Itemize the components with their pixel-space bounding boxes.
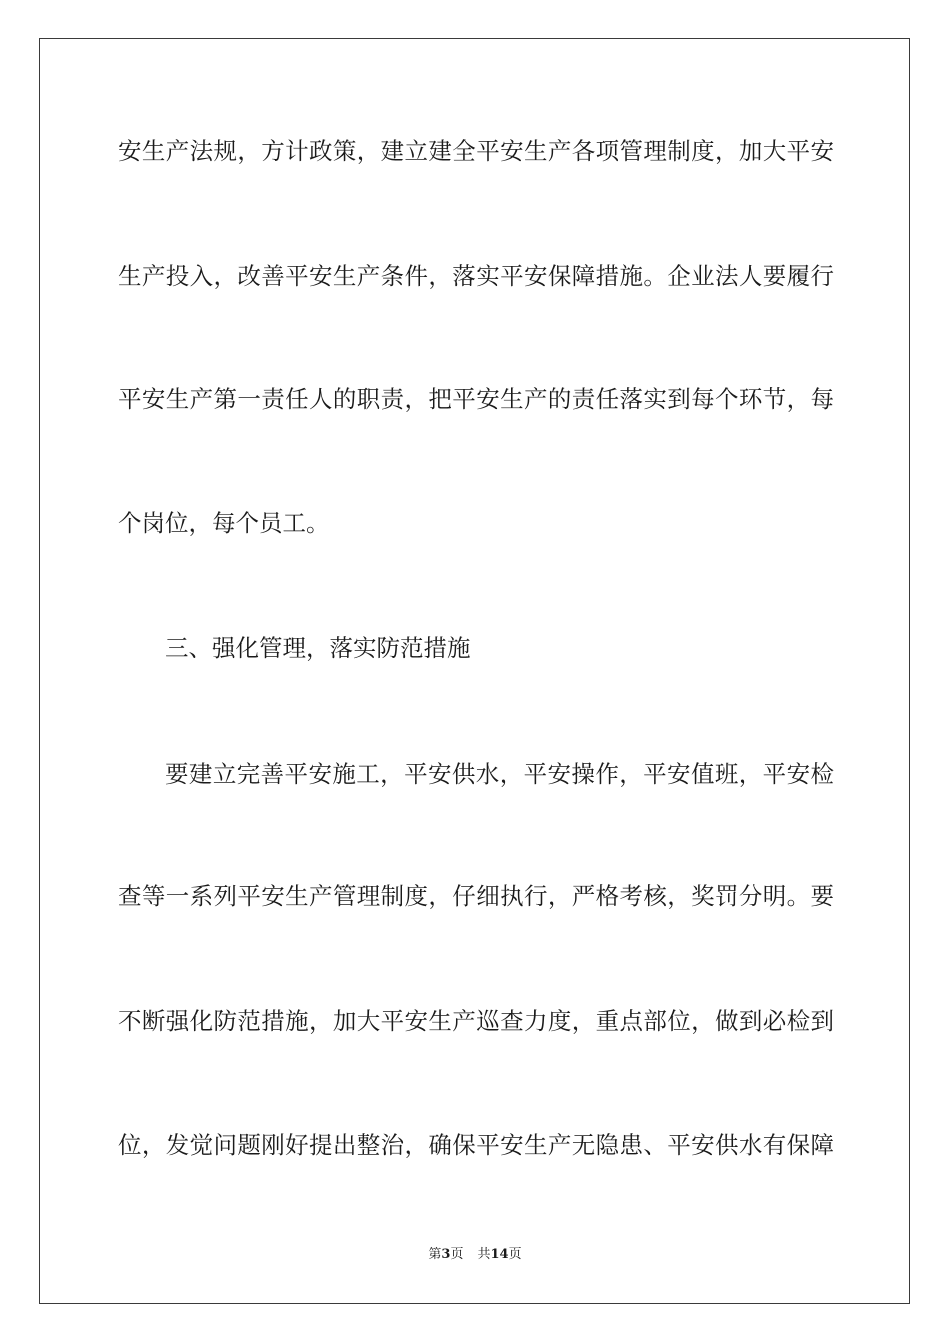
footer-total-pages: 14 bbox=[490, 1247, 509, 1262]
body-line-4: 个岗位，每个员工。 bbox=[118, 509, 330, 537]
body-line-2: 生产投入，改善平安生产条件，落实平安保障措施。企业法人要履行 bbox=[118, 262, 834, 290]
page-frame bbox=[39, 38, 910, 1304]
footer-total-suffix: 页 bbox=[508, 1247, 522, 1262]
body-line-6: 要建立完善平安施工，平安供水，平安操作，平安值班，平安检 bbox=[165, 760, 834, 788]
body-line-9: 位，发觉问题刚好提出整治，确保平安生产无隐患、平安供水有保障 bbox=[118, 1131, 834, 1159]
section-heading: 三、强化管理，落实防范措施 bbox=[165, 634, 471, 662]
body-line-7: 查等一系列平安生产管理制度，仔细执行，严格考核，奖罚分明。要 bbox=[118, 882, 834, 910]
body-line-3: 平安生产第一责任人的职责，把平安生产的责任落实到每个环节，每 bbox=[118, 385, 834, 413]
footer-total-prefix: 共 bbox=[477, 1247, 491, 1262]
footer-page-prefix: 第 bbox=[428, 1247, 442, 1262]
footer-page-number: 3 bbox=[441, 1247, 451, 1262]
footer-page-suffix: 页 bbox=[450, 1247, 464, 1262]
page-footer bbox=[0, 1246, 950, 1264]
body-line-1: 安生产法规，方计政策，建立建全平安生产各项管理制度，加大平安 bbox=[118, 137, 834, 165]
body-line-8: 不断强化防范措施，加大平安生产巡查力度，重点部位，做到必检到 bbox=[118, 1007, 834, 1035]
